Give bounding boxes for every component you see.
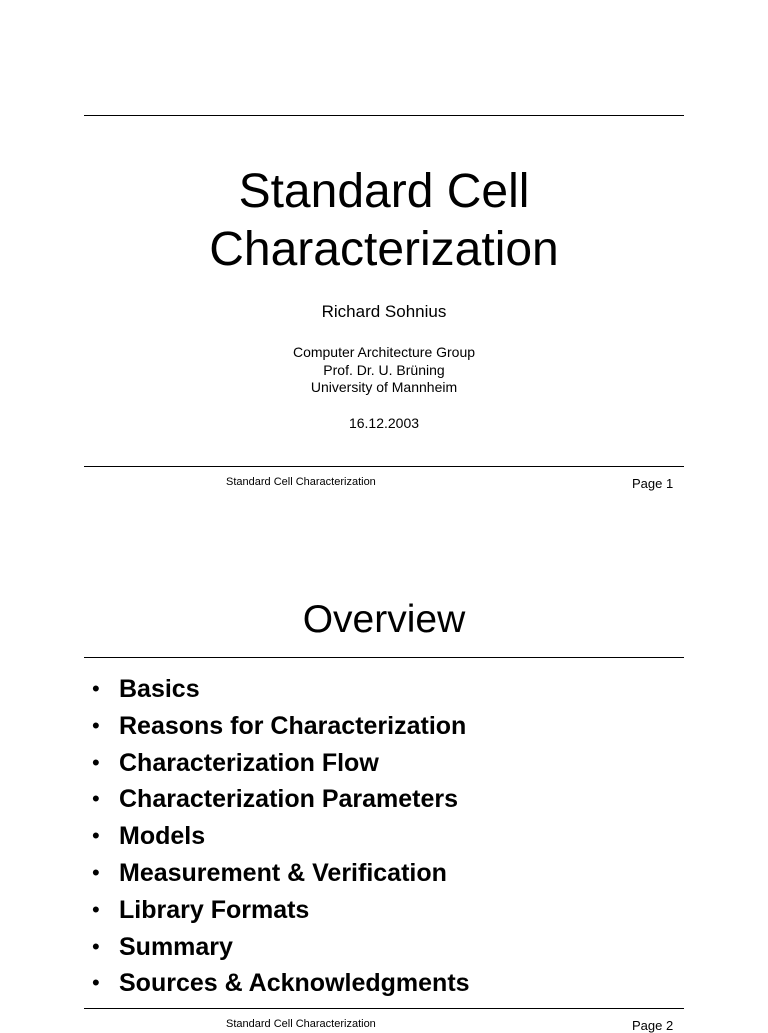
page-number: Page 2 <box>632 1018 674 1033</box>
list-item <box>92 671 470 708</box>
bullet-icon: • <box>92 712 100 738</box>
list-item <box>92 818 470 855</box>
footer-rule <box>84 466 684 467</box>
slide-title-page <box>0 0 768 512</box>
list-item-label: Summary <box>119 932 233 961</box>
list-item-label: Sources & Acknowledgments <box>119 969 470 998</box>
bullet-icon: • <box>92 676 100 701</box>
bullet-icon: • <box>92 896 100 922</box>
overview-title: Overview <box>302 598 466 641</box>
list-item-label: Characterization Parameters <box>119 785 459 814</box>
affiliation-block <box>84 344 684 397</box>
list-item-label: Characterization Flow <box>119 748 379 777</box>
presentation-date: 16.12.2003 <box>348 415 420 431</box>
affiliation-professor: Prof. Dr. U. Brüning <box>323 361 445 378</box>
affiliation-university: University of Mannheim <box>310 379 458 395</box>
list-item-label: Basics <box>119 675 200 703</box>
bullet-icon: • <box>92 933 100 959</box>
list-item <box>92 929 470 966</box>
list-item <box>92 892 470 929</box>
footer-title: Standard Cell Characterization <box>226 1018 376 1030</box>
slide-title-line-2: Characterization <box>209 223 559 276</box>
list-item <box>92 781 470 818</box>
bullet-icon: • <box>92 970 100 996</box>
overview-list <box>92 671 470 1002</box>
bullet-icon: • <box>92 786 100 812</box>
top-rule <box>84 115 684 116</box>
page-number: Page 1 <box>632 476 674 491</box>
author-name: Richard Sohnius <box>321 302 447 321</box>
bullet-icon: • <box>92 823 100 849</box>
list-item-label: Models <box>119 822 206 851</box>
slide-title-line-1: Standard Cell <box>238 165 530 218</box>
bullet-icon: • <box>92 859 100 885</box>
list-item-label: Library Formats <box>119 895 310 924</box>
list-item <box>92 855 470 892</box>
list-item-label: Reasons for Characterization <box>119 711 467 740</box>
footer-title: Standard Cell Characterization <box>226 476 376 488</box>
slide-title <box>84 163 684 279</box>
slide-overview <box>0 512 768 1033</box>
footer-rule <box>84 1008 684 1009</box>
list-item <box>92 708 470 745</box>
list-item-label: Measurement & Verification <box>119 858 447 887</box>
list-item <box>92 965 470 1002</box>
bullet-icon: • <box>92 749 100 775</box>
affiliation-group: Computer Architecture Group <box>292 344 476 360</box>
list-item <box>92 745 470 782</box>
title-rule <box>84 657 684 658</box>
